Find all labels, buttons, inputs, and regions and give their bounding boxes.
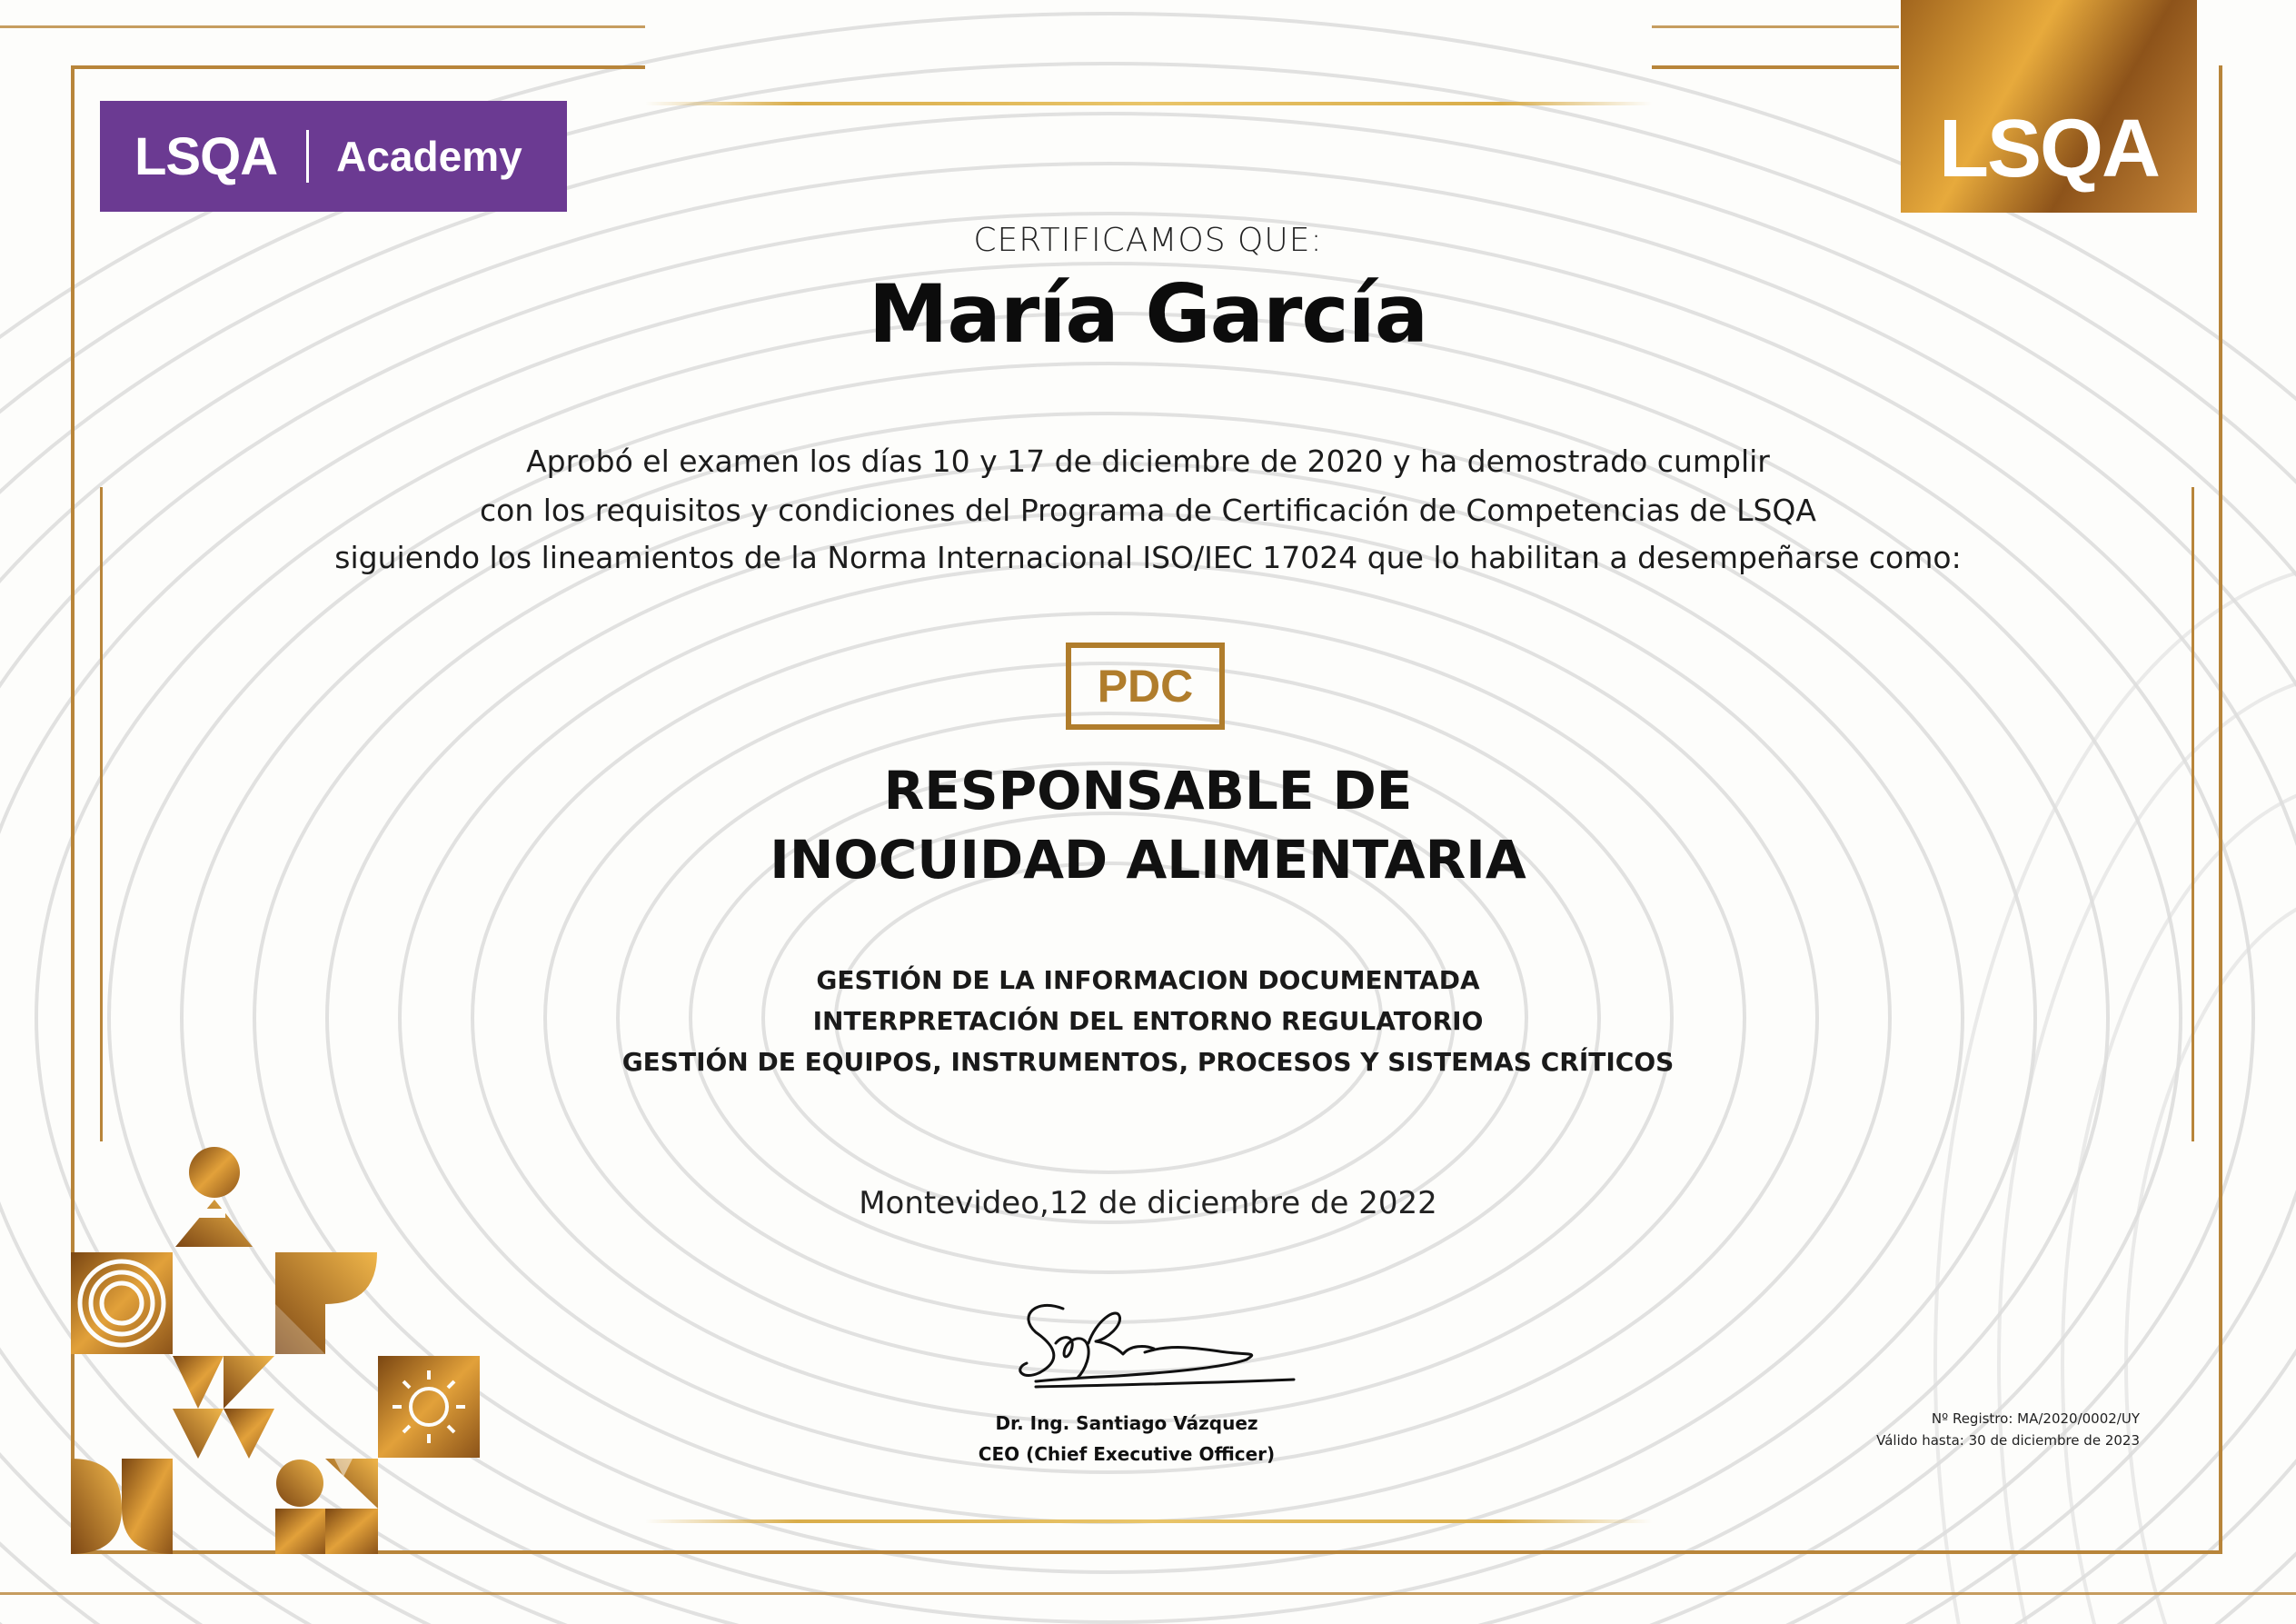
academy-logo-subtitle: Academy xyxy=(336,133,522,180)
frame-inner-bottom xyxy=(0,1592,2296,1595)
signer-name: Dr. Ing. Santiago Vázquez xyxy=(995,1412,1258,1434)
geometric-decoration xyxy=(71,1145,489,1554)
validity-date: Válido hasta: 30 de diciembre de 2023 xyxy=(1876,1432,2140,1449)
academy-logo-separator xyxy=(306,130,309,183)
body-line: con los requisitos y condiciones del Programa de Certificación de Competencias de LSQA xyxy=(480,493,1816,528)
signature-mark xyxy=(1009,1289,1299,1398)
lsqa-academy-logo xyxy=(100,101,567,212)
role-title-line: RESPONSABLE DE xyxy=(883,760,1413,822)
certify-heading: CERTIFICAMOS QUE: xyxy=(973,222,1323,259)
bottom-gold-rule xyxy=(645,1519,1652,1523)
pdc-badge xyxy=(1066,643,1225,730)
top-gold-rule xyxy=(645,102,1652,105)
pdc-badge-text: PDC xyxy=(1097,661,1194,712)
competency-item: GESTIÓN DE LA INFORMACION DOCUMENTADA xyxy=(816,965,1480,995)
competency-item: GESTIÓN DE EQUIPOS, INSTRUMENTOS, PROCESOS Y SISTEMAS CRÍTICOS xyxy=(621,1047,1675,1077)
academy-logo-brand: LSQA xyxy=(134,126,278,186)
competency-item: INTERPRETACIÓN DEL ENTORNO REGULATORIO xyxy=(812,1006,1484,1036)
signer-title: CEO (Chief Executive Officer) xyxy=(978,1443,1276,1465)
role-title-line: INOCUIDAD ALIMENTARIA xyxy=(770,829,1526,891)
frame-inner-top-right xyxy=(1652,25,1899,28)
registration-number: Nº Registro: MA/2020/0002/UY xyxy=(1931,1410,2140,1427)
frame-inner-top-left xyxy=(0,25,645,28)
lsqa-corner-logo-text: LSQA xyxy=(1938,104,2159,194)
frame-top-right xyxy=(1652,65,1899,69)
recipient-name: María García xyxy=(868,267,1428,361)
lsqa-corner-logo xyxy=(1901,0,2197,213)
body-line: Aprobó el examen los días 10 y 17 de diciembre de 2020 y ha demostrado cumplir xyxy=(526,443,1770,479)
frame-top-left xyxy=(71,65,645,69)
body-line: siguiendo los lineamientos de la Norma Internacional ISO/IEC 17024 que lo habilitan a desempeñarse como: xyxy=(334,540,1962,575)
place-and-date: Montevideo,12 de diciembre de 2022 xyxy=(859,1185,1437,1221)
